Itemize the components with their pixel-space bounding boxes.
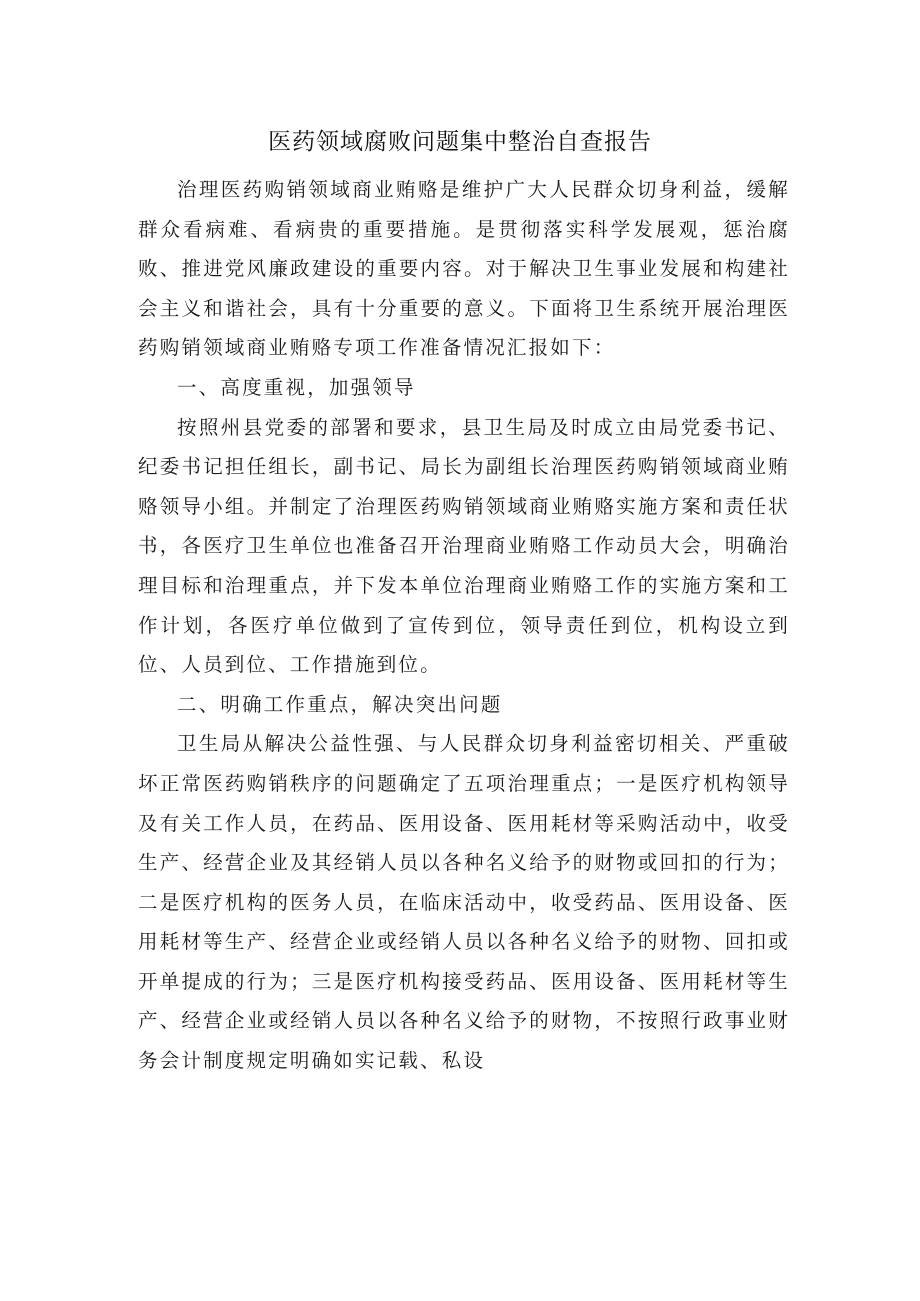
paragraph-section-1: 按照州县党委的部署和要求，县卫生局及时成立由局党委书记、纪委书记担任组长，副书记、局长为副组长治理医药购销领域商业贿赂领导小组。并制定了治理医药购销领域商业贿赂实施方案和责任状书，各医疗卫生单位也准备召开治理商业贿赂工作动员大会，明确治理目标和治理重点，并下发本单位治理商业贿赂工作的实施方案和工作计划，各医疗单位做到了宣传到位，领导责任到位，机构设立到位、人员到位、工作措施到位。 [138,415,790,677]
paragraph-intro: 治理医药购销领域商业贿赂是维护广大人民群众切身利益，缓解群众看病难、看病贵的重要措施。是贯彻落实科学发展观，惩治腐败、推进党风廉政建设的重要内容。对于解决卫生事业发展和构建社会主义和谐社会，具有十分重要的意义。下面将卫生系统开展治理医药购销领域商业贿赂专项工作准备情况汇报如下： [138,178,790,360]
document-title: 医药领域腐败问题集中整治自查报告 [268,129,652,155]
paragraph-section-2: 卫生局从解决公益性强、与人民群众切身利益密切相关、严重破坏正常医药购销秩序的问题确定了五项治理重点；一是医疗机构领导及有关工作人员，在药品、医用设备、医用耗材等采购活动中，收受生产、经营企业及其经销人员以各种名义给予的财物或回扣的行为；二是医疗机构的医务人员，在临床活动中，收受药品、医用设备、医用耗材等生产、经营企业或经销人员以各种名义给予的财物、回扣或开单提成的行为；三是医疗机构接受药品、医用设备、医用耗材等生产、经营企业或经销人员以各种名义给予的财物，不按照行政事业财务会计制度规定明确如实记载、私设 [138,732,790,1073]
section-heading-2: 二、明确工作重点，解决突出问题 [177,692,503,716]
section-heading-1: 一、高度重视，加强领导 [177,375,416,399]
document-body [138,170,790,1081]
